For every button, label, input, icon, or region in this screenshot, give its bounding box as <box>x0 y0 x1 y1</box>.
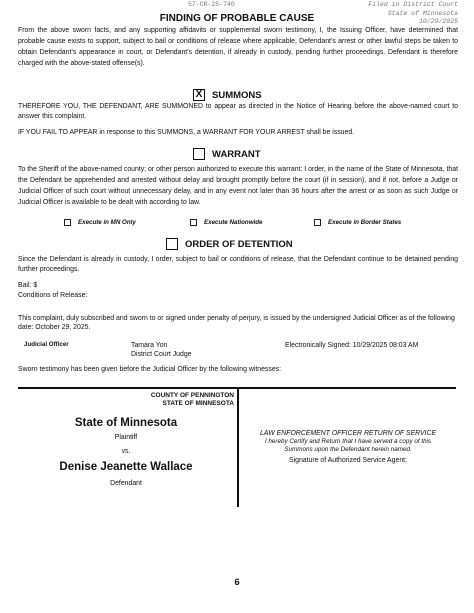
summons-text: THEREFORE YOU, THE DEFENDANT, ARE SUMMONED to appear as directed in the Notice of Hearing before the above-named court to answer this complaint. <box>18 103 458 120</box>
issuance-statement: This complaint, duly subscribed and sworn to or signed under penalty of perjury, is issued by the undersigned Judicial Officer as of the following date: October 29, 2025. <box>18 315 455 331</box>
page-title: FINDING OF PROBABLE CAUSE <box>159 13 315 24</box>
defendant-name: Denise Jeanette Wallace <box>59 461 193 473</box>
return-title: LAW ENFORCEMENT OFFICER RETURN OF SERVICE <box>259 430 437 437</box>
option-nationwide[interactable] <box>190 219 262 226</box>
defendant-label: Defendant <box>110 480 142 487</box>
conditions-label: Conditions of Release: <box>18 292 88 299</box>
filed-date: 10/29/2025 <box>418 18 458 25</box>
detention-text: Since the Defendant is already in custody, I order, subject to bail or conditions of release, that the Defendant continue to be detained pending further proceedings. <box>18 256 458 273</box>
warrant-heading <box>193 148 261 160</box>
option-mn-only[interactable] <box>64 219 136 226</box>
return-of-service <box>240 430 456 465</box>
detention-label: ORDER OF DETENTION <box>185 238 293 250</box>
plaintiff-label: Plaintiff <box>114 434 138 441</box>
summons-warning: IF YOU FAIL TO APPEAR in response to this SUMMONS, a WARRANT FOR YOUR ARREST shall be issued. <box>18 129 355 136</box>
summons-checkbox[interactable]: X <box>193 89 205 101</box>
option-border-states-label: Execute in Border States <box>328 219 402 226</box>
probable-cause-text: From the above sworn facts, and any supporting affidavits or supplemental sworn testimony, I, the Issuing Officer, have determined that probable cause exists to support, subject to bail or conditions of release where applicable, Defendant’s arrest or other lawful steps be taken to obtain Defendant’s appearance in court, or Defendant’s detention, if already in custody, pending further proceedings. Defendant is therefore charged with the above-stated offense(s). <box>18 27 458 68</box>
electronic-signature: Electronically Signed: 10/29/2025 08:03 AM <box>285 342 419 349</box>
versus: vs. <box>121 448 131 455</box>
bail-label: Bail: <box>18 282 32 289</box>
return-line-1: I hereby Certify and Return that I have served a copy of this <box>264 438 432 445</box>
detention-checkbox[interactable] <box>166 238 178 250</box>
summons-label: SUMMONS <box>212 89 262 101</box>
witnesses-text: Sworn testimony has been given before the Judicial Officer by the following witnesses: <box>18 366 282 373</box>
option-mn-only-checkbox[interactable] <box>64 219 71 226</box>
caption-divider <box>237 389 239 507</box>
judicial-officer-label: Judicial Officer <box>24 341 69 348</box>
filed-line-2: State of Minnesota <box>387 9 458 17</box>
detention-heading <box>166 238 293 250</box>
option-border-states[interactable] <box>314 219 401 226</box>
judge-title: District Court Judge <box>131 351 192 358</box>
bail-value: $ <box>33 282 38 289</box>
county: COUNTY OF PENNINGTON <box>150 392 234 399</box>
warrant-checkbox[interactable] <box>193 148 205 160</box>
warrant-label: WARRANT <box>212 148 261 160</box>
option-mn-only-label: Execute in MN Only <box>78 219 136 226</box>
filed-line-1: Filed in District Court <box>368 1 458 8</box>
return-line-2: Summons upon the Defendant herein named. <box>284 446 412 453</box>
bail-line <box>18 281 37 290</box>
option-border-states-checkbox[interactable] <box>314 219 321 226</box>
page-number: 6 <box>234 577 240 588</box>
judicial-officer-block <box>131 341 192 359</box>
state: STATE OF MINNESOTA <box>162 400 234 407</box>
warrant-text: To the Sheriff of the above-named county; or other person authorized to execute this warrant: I order, in the name of the State of Minnesota, that the Defendant be apprehended and arrested without delay and brought promptly before the court (if in session), and if not, before a Judge or Judicial Officer of such court without unnecessary delay, and in any event not later than 36 hours after the arrest or as soon as such Judge or Judicial Officer is available to be dealt with according to law. <box>18 166 458 207</box>
option-nationwide-checkbox[interactable] <box>190 219 197 226</box>
venue <box>18 392 234 408</box>
plaintiff-name: State of Minnesota <box>74 417 178 429</box>
summons-heading <box>193 89 262 101</box>
option-nationwide-label: Execute Nationwide <box>204 219 263 226</box>
judge-name: Tamara Yon <box>131 342 168 349</box>
case-number: 57-CR-25-740 <box>188 1 235 8</box>
service-agent-signature-label: Signature of Authorized Service Agent: <box>289 457 407 464</box>
